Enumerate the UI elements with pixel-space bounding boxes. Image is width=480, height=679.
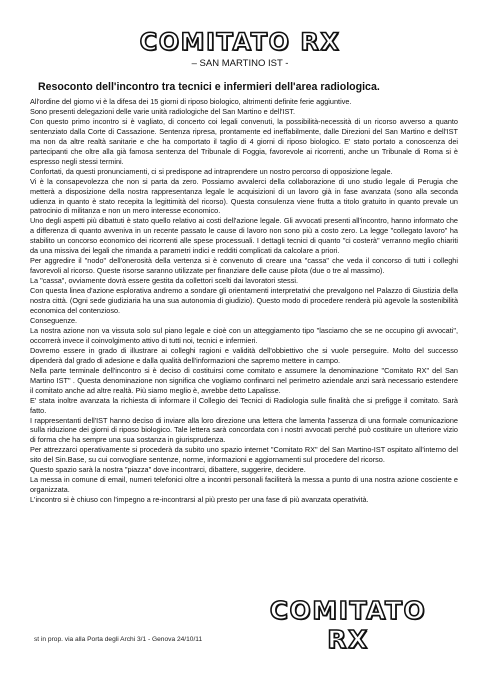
paragraph: Confortati, da questi pronunciamenti, ci si predispone ad intraprendere un nostro percorso di opposizione legale. [30,166,393,176]
paragraph: Uno degli aspetti più dibattuti è stato quello relativo ai costi dell'azione legale. Gli avvocati presenti all'incontro, hanno informato che a differenza di quanto avveniva in un recente passato le cause di lavoro non sono più a costo zero. La legge "collegato lavoro" ha stabilito un concorso economico dei ricorrenti alle spese processuali. I dettagli tecnici di quanto "ci costerà" verranno meglio chiariti da una missiva dei legali che rimanda a parametri indici e redditi complicati da calcolare a priori. [30,216,458,256]
paragraph: I rappresentanti dell'IST hanno deciso di inviare alla loro direzione una lettera che lamenta l'assenza di una formale comunicazione sulla riduzione dei giorni di riposo biologico. Tale lettera sarà concordata con i nostri avvocati perché può costituire un ulteriore vizio di forma che ha sempre una sua sostanza in giurisprudenza. [30,415,458,445]
paragraph: Con questo primo incontro si è vagliato, di concerto coi legali convenuti, la possibilità-necessità di un ricorso avverso a quanto sentenziato dalla Corte di Cassazione. Sentenza ripresa, prontamente ed ineffabilmente, dalle Direzioni del San Martino e dell'IST ma non da altre realtà sanitarie e che ha comportato il taglio di 4 giorni di riposo biologico. E' stato portato a conoscenza dei partecipanti che oltre alla già famosa sentenza del Tribunale di Foggia, favorevole ai ricorrenti, anche un Tribunale di Roma si è espresso negli stessi termini. [30,116,458,166]
footer-logo [248,596,448,654]
paragraph: Nella parte terminale dell'incontro si è deciso di costituirsi come comitato e assumere la denominazione "Comitato RX" del San Martino IST" . Questa denominazione non significa che vogliamo confinarci nel perimetro aziendale anzi sarà necessario estendere il comitato anche ad altre realtà. Più siamo meglio è, avrebbe detto Lapalisse. [30,365,458,395]
logo-text: COMITATO RX [139,28,341,56]
paragraph: La messa in comune di email, numeri telefonici oltre a incontri personali faciliterà la messa a punto di una nostra azione cosciente e organizzata. [30,475,458,495]
paragraph: Sono presenti delegazioni delle varie unità radiologiche del San Martino e dell'IST. [30,106,296,116]
paragraph: All'ordine del giorno vi è la difesa dei 15 giorni di riposo biologico, altrimenti definite ferie aggiuntive. [30,97,352,106]
paragraph: Dovremo essere in grado di illustrare ai colleghi ragioni e validità dell'obbiettivo che si vuole perseguire. Molto del successo dipenderà dal grado di adesione e dalla qualità dell'informazioni che sapremo mettere in campo. [30,345,458,365]
header-logo [0,28,480,56]
subtitle: – SAN MARTINO IST - [191,58,289,69]
document-body [30,97,458,505]
footer-logo-text: COMITATO RX [269,596,427,654]
paragraph: Vi è la consapevolezza che non si parta da zero. Possiamo avvalerci della collaborazione di uno studio legale di Perugia che metterà a disposizione della nostra rappresentanza legale le acquisizioni di un lavoro già in fase avanzata (sono alla seconda udienza in quanto è stato recepita la legittimità del ricorso). Questa consulenza viene frutta a titolo gratuito in quanto prevale un patrocinio di militanza e non un mero interesse economico. [30,176,458,216]
paragraph: Con questa linea d'azione esplorativa andremo a sondare gli orientamenti interpretativi che prevalgono nel Palazzo di Giustizia della nostra città. (Ogni sede giudiziaria ha una sua autonomia di giudizio). Questo modo di procedere renderà più agevole la sostenibilità economica del contenzioso. [30,286,458,316]
paragraph: L'incontro si è chiuso con l'impegno a re-incontrarsi al più presto per una fase di più avanzata operatività. [30,495,369,505]
paragraph: Conseguenze. [30,315,78,325]
document-heading: Resoconto dell'incontro tra tecnici e infermieri dell'area radiologica. [38,81,380,93]
paragraph: Questo spazio sarà la nostra "piazza" dove incontrarci, dibattere, suggerire, decidere. [30,465,306,475]
paragraph: Per attrezzarci operativamente si procederà da subito uno spazio internet "Comitato RX" del San Martino-IST ospitato all'interno del sito del Sin.Base, su cui convogliare sentenze, norme, informazioni e aggiornamenti sul procedere del ricorso. [30,445,458,465]
paragraph: Per aggredire il "nodo" dell'onerosità della vertenza si è convenuto di creare una "cassa" che veda il concorso di tutti i colleghi favorevoli al ricorso. Queste risorse saranno utilizzate per finanziare delle cause pilota (due o tre al massimo). [30,256,458,276]
paragraph: E' stata inoltre avanzata la richiesta di informare il Collegio dei Tecnici di Radiologia sulle finalità che si prefigge il comitato. Sarà fatto. [30,395,458,415]
footer-address: st in prop. via alla Porta degli Archi 3/1 - Genova 24/10/11 [34,636,203,643]
paragraph: La "cassa", ovviamente dovrà essere gestita da collettori scelti dai lavoratori stessi. [30,276,298,286]
paragraph: La nostra azione non va vissuta solo sul piano legale e cioè con un atteggiamento tipo "lasciamo che se ne occupino gli avvocati", occorrerà invece il coinvolgimento attivo di tutti noi, tecnici e infermieri. [30,325,458,345]
